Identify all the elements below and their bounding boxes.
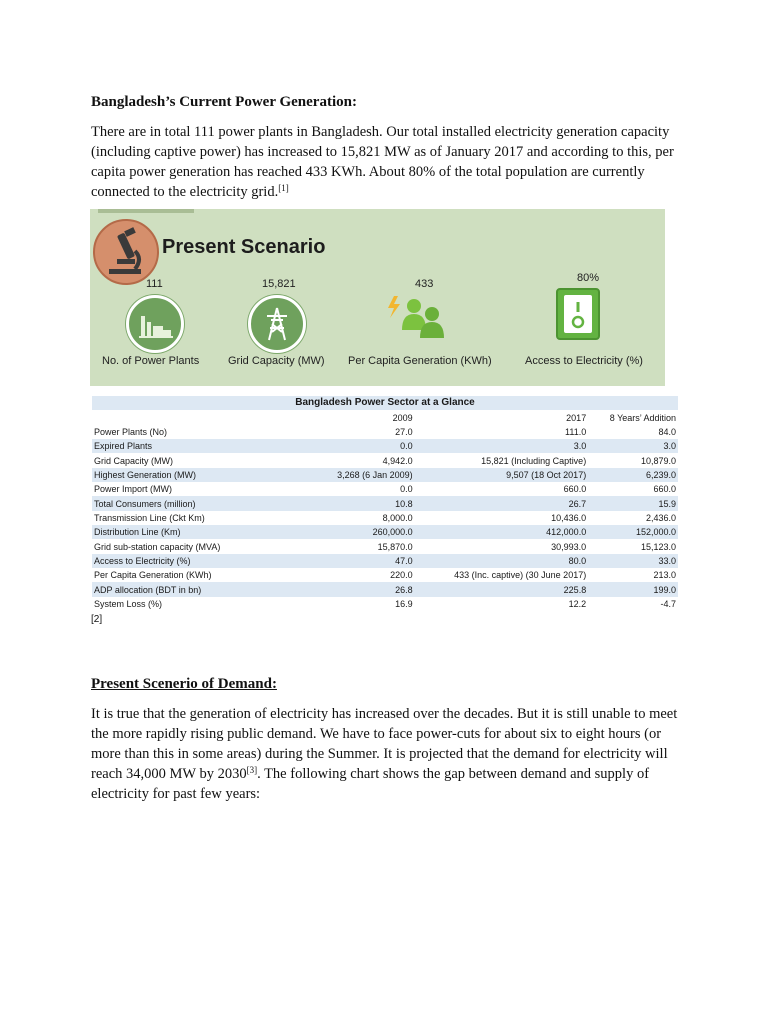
table-row — [92, 539, 678, 553]
table-cell: 15.9 — [588, 496, 678, 510]
table-cell: 199.0 — [588, 582, 678, 596]
table-cell: 111.0 — [415, 425, 589, 439]
table-row-label: Power Plants (No) — [92, 425, 291, 439]
reference-3[interactable]: [3] — [246, 765, 258, 775]
table-row-label: Grid sub-station capacity (MVA) — [92, 539, 291, 553]
table-cell: 16.9 — [291, 597, 414, 611]
scenario-label-per-capita: Per Capita Generation (KWh) — [348, 355, 492, 367]
table-cell: 84.0 — [588, 425, 678, 439]
table-cell: 220.0 — [291, 568, 414, 582]
scenario-title: Present Scenario — [162, 236, 326, 258]
table-cell: 4,942.0 — [291, 453, 414, 467]
table-cell: 30,993.0 — [415, 539, 589, 553]
table-cell: 15,870.0 — [291, 539, 414, 553]
scenario-value-per-capita: 433 — [415, 278, 434, 290]
paragraph-text-continued: . The following chart shows the gap between demand and supply of electricity for past few years: — [91, 766, 650, 802]
table-cell: -4.7 — [588, 597, 678, 611]
table-cell: 213.0 — [588, 568, 678, 582]
table-row — [92, 425, 678, 439]
table-header-row — [92, 410, 678, 424]
table-header-cell: 8 Years’ Addition — [588, 410, 678, 424]
table-cell: 10,879.0 — [588, 453, 678, 467]
paragraph-text: There are in total 111 power plants in Bangladesh. Our total installed electricity generation capacity (including captive power) has increased to 15,821 MW as of January 2017 and according to this, per capita power generation has reached 433 KWh. About 80% of the total population are currently connected to the electricity grid. — [91, 124, 674, 200]
table-cell: 3.0 — [588, 439, 678, 453]
table-row-label: Distribution Line (Km) — [92, 525, 291, 539]
table-row — [92, 554, 678, 568]
table-cell: 260,000.0 — [291, 525, 414, 539]
paragraph-demand — [91, 704, 691, 804]
table-row — [92, 468, 678, 482]
table-cell: 9,507 (18 Oct 2017) — [415, 468, 589, 482]
table-row-label: System Loss (%) — [92, 597, 291, 611]
power-plant-icon — [126, 295, 184, 353]
table-cell: 10,436.0 — [415, 511, 589, 525]
table-row-label: Per Capita Generation (KWh) — [92, 568, 291, 582]
table-row-label: Power Import (MW) — [92, 482, 291, 496]
table-header-cell — [92, 410, 291, 424]
table-cell: 225.8 — [415, 582, 589, 596]
people-lightning-icon — [384, 292, 454, 342]
table-row — [92, 582, 678, 596]
table-cell: 80.0 — [415, 554, 589, 568]
table-cell: 0.0 — [291, 482, 414, 496]
power-switch-icon — [556, 288, 600, 340]
scenario-label-access: Access to Electricity (%) — [525, 355, 643, 367]
transmission-tower-icon — [248, 295, 306, 353]
microscope-icon — [93, 219, 159, 285]
table-row — [92, 496, 678, 510]
table-cell: 152,000.0 — [588, 525, 678, 539]
table-title: Bangladesh Power Sector at a Glance — [92, 396, 678, 410]
scenario-value-power-plants: 111 — [146, 278, 163, 290]
table-cell: 15,821 (Including Captive) — [415, 453, 589, 467]
table-cell: 33.0 — [588, 554, 678, 568]
banner-tab-decoration — [98, 209, 194, 213]
table-cell: 2,436.0 — [588, 511, 678, 525]
power-sector-glance-table — [92, 396, 678, 611]
table-row — [92, 453, 678, 467]
table-row-label: Grid Capacity (MW) — [92, 453, 291, 467]
table-row — [92, 439, 678, 453]
table-row — [92, 511, 678, 525]
reference-2[interactable]: [2] — [91, 614, 103, 625]
table-row — [92, 568, 678, 582]
table-cell: 15,123.0 — [588, 539, 678, 553]
table-row — [92, 597, 678, 611]
scenario-value-access: 80% — [577, 272, 600, 284]
scenario-value-grid-capacity: 15,821 — [262, 278, 296, 290]
table-row — [92, 482, 678, 496]
reference-1[interactable]: [1] — [278, 183, 289, 193]
table-cell: 660.0 — [415, 482, 589, 496]
table-header-cell: 2017 — [415, 410, 589, 424]
table-row-label: Access to Electricity (%) — [92, 554, 291, 568]
table-row-label: Expired Plants — [92, 439, 291, 453]
table-cell: 0.0 — [291, 439, 414, 453]
paragraph-current-power — [91, 122, 691, 202]
table-cell: 412,000.0 — [415, 525, 589, 539]
table-row-label: ADP allocation (BDT in bn) — [92, 582, 291, 596]
scenario-label-grid-capacity: Grid Capacity (MW) — [228, 355, 325, 367]
table-header-cell: 2009 — [291, 410, 414, 424]
table-cell: 27.0 — [291, 425, 414, 439]
table-row-label: Highest Generation (MW) — [92, 468, 291, 482]
table-cell: 3,268 (6 Jan 2009) — [291, 468, 414, 482]
table-row-label: Transmission Line (Ckt Km) — [92, 511, 291, 525]
table-row — [92, 525, 678, 539]
table-row-label: Total Consumers (million) — [92, 496, 291, 510]
table-cell: 8,000.0 — [291, 511, 414, 525]
table-cell: 660.0 — [588, 482, 678, 496]
table-cell: 3.0 — [415, 439, 589, 453]
table-cell: 47.0 — [291, 554, 414, 568]
table-cell: 26.8 — [291, 582, 414, 596]
paragraph-text: It is true that the generation of electricity has increased over the decades. But it is still unable to meet the more rapidly rising public demand. We have to face power-cuts for about six to eight hours (or more than this in some areas) during the Summer. It is projected that the demand for electricity will reach 34,000 MW by 2030 — [91, 706, 678, 782]
scenario-label-power-plants: No. of Power Plants — [102, 355, 200, 367]
section-heading-current-power: Bangladesh’s Current Power Generation: — [91, 94, 357, 110]
table-cell: 10.8 — [291, 496, 414, 510]
table-cell: 26.7 — [415, 496, 589, 510]
table-cell: 6,239.0 — [588, 468, 678, 482]
section-heading-demand: Present Scenerio of Demand: — [91, 676, 277, 692]
table-cell: 12.2 — [415, 597, 589, 611]
table-cell: 433 (Inc. captive) (30 June 2017) — [415, 568, 589, 582]
